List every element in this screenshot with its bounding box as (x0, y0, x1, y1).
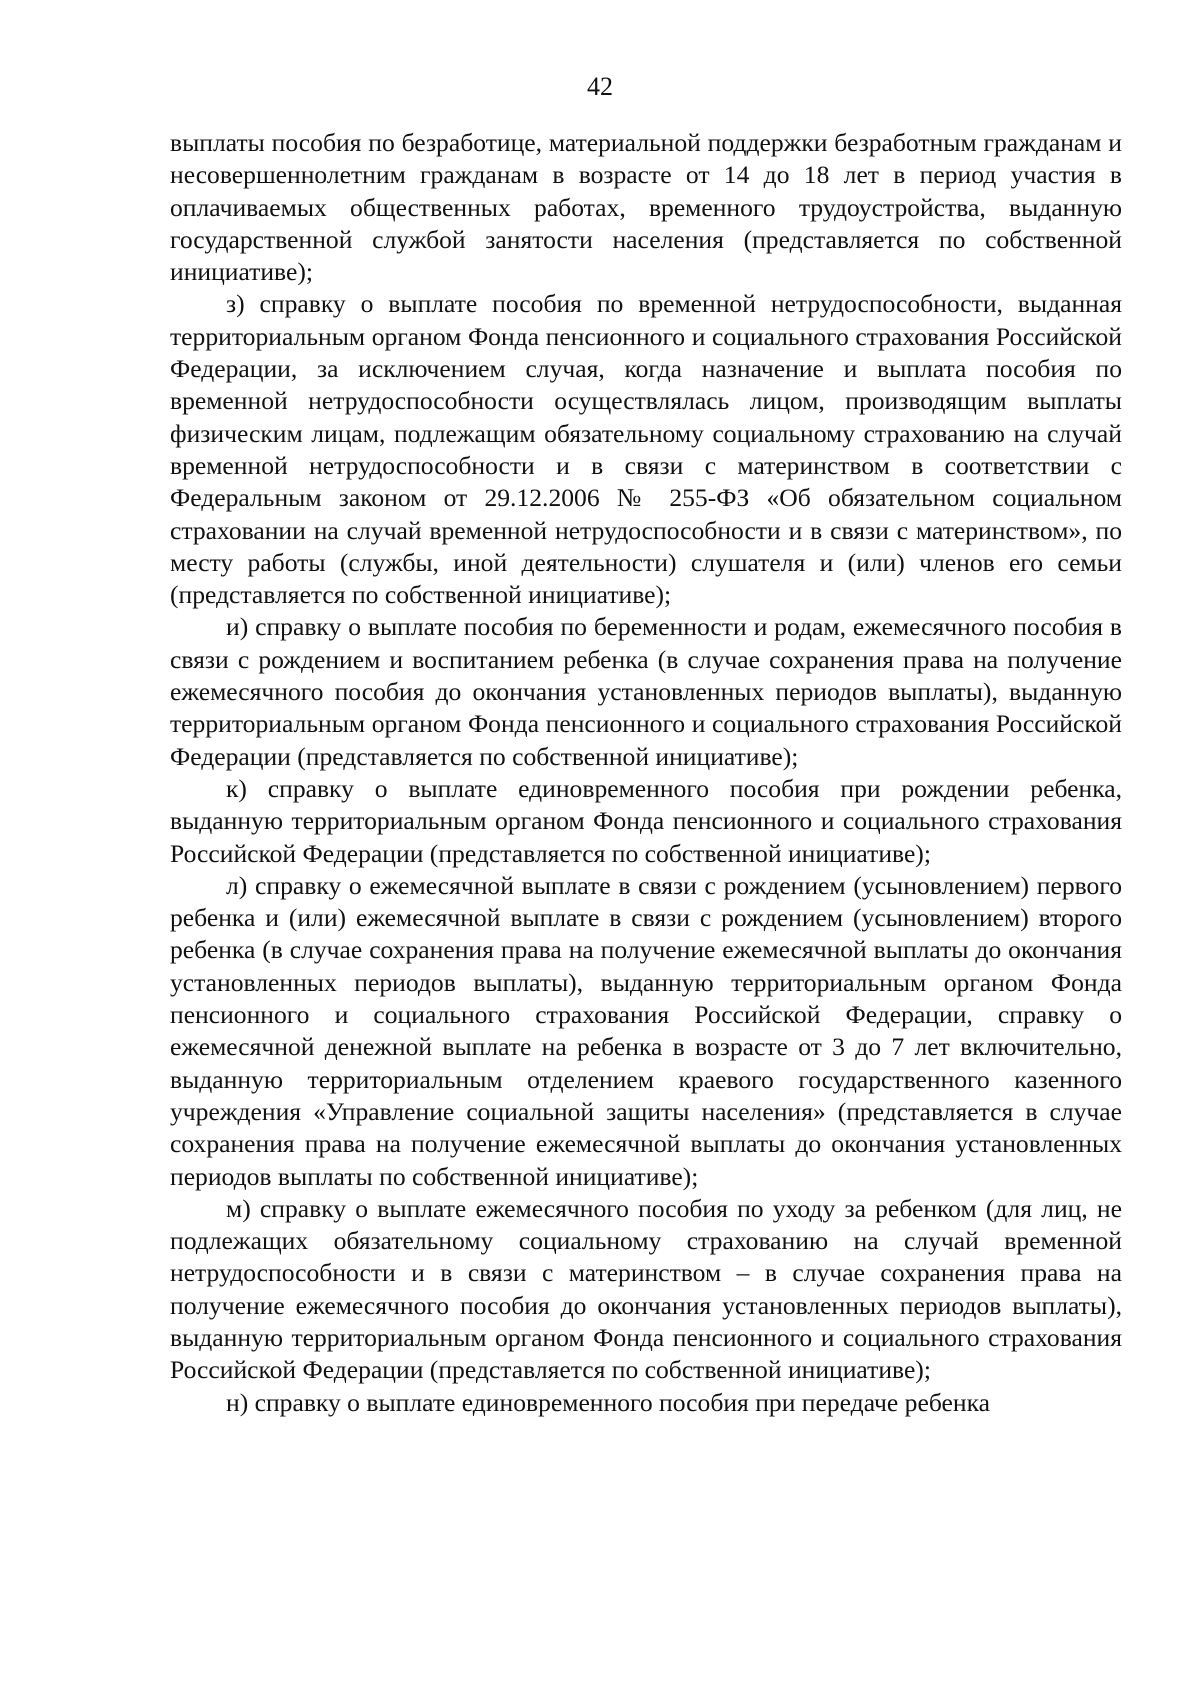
paragraph-item-i: и) справку о выплате пособия по беременности и родам, ежемесячного пособия в связи с рождением и воспитанием ребенка (в случае сохранения права на получение ежемесячного пособия до окончания установленных периодов выплаты), выданную территориальным органом Фонда пенсионного и социального страхования Российской Федерации (представляется по собственной инициативе); (170, 612, 1122, 771)
paragraph: выплаты пособия по безработице, материальной поддержки безработным гражданам и несовершеннолетним гражданам в возрасте от 14 до 18 лет в период участия в оплачиваемых общественных работах, временного трудоустройства, выданную государственной службой занятости населения (представляется по собственной инициативе); (170, 128, 1122, 287)
paragraph-item-l: л) справку о ежемесячной выплате в связи с рождением (усыновлением) первого ребенка и (или) ежемесячной выплате в связи с рождением (усыновлением) второго ребенка (в случае сохранения права на получение ежемесячной выплаты до окончания установленных периодов выплаты), выданную территориальным органом Фонда пенсионного и социального страхования Российской Федерации, справку о ежемесячной денежной выплате на ребенка в возрасте от 3 до 7 лет включительно, выданную территориальным отделением краевого государственного казенного учреждения «Управление социальной защиты населения» (представляется в случае сохранения права на получение ежемесячной выплаты до окончания установленных периодов выплаты по собственной инициативе); (170, 870, 1122, 1191)
paragraph-item-k: к) справку о выплате единовременного пособия при рождении ребенка, выданную территориальным органом Фонда пенсионного и социального страхования Российской Федерации (представляется по собственной инициативе); (170, 773, 1122, 868)
page-number: 42 (587, 72, 613, 101)
paragraph-item-m: м) справку о выплате ежемесячного пособия по уходу за ребенком (для лиц, не подлежащих обязательному социальному страхованию на случай временной нетрудоспособности и в связи с материнством – в случае сохранения права на получение ежемесячного пособия до окончания установленных периодов выплаты), выданную территориальным органом Фонда пенсионного и социального страхования Российской Федерации (представляется по собственной инициативе); (170, 1193, 1122, 1385)
document-body (170, 127, 1122, 1419)
paragraph-item-z: з) справку о выплате пособия по временной нетрудоспособности, выданная территориальным органом Фонда пенсионного и социального страхования Российской Федерации, за исключением случая, когда назначение и выплата пособия по временной нетрудоспособности осуществлялась лицом, производящим выплаты физическим лицам, подлежащим обязательному социальному страхованию на случай временной нетрудоспособности и в связи с материнством в соответствии с Федеральным законом от 29.12.2006 № 255-ФЗ «Об обязательном социальном страховании на случай временной нетрудоспособности и в связи с материнством», по месту работы (службы, иной деятельности) слушателя и (или) членов его семьи (представляется по собственной инициативе); (170, 289, 1122, 610)
paragraph-item-n: н) справку о выплате единовременного пособия при передаче ребенка (226, 1387, 990, 1417)
